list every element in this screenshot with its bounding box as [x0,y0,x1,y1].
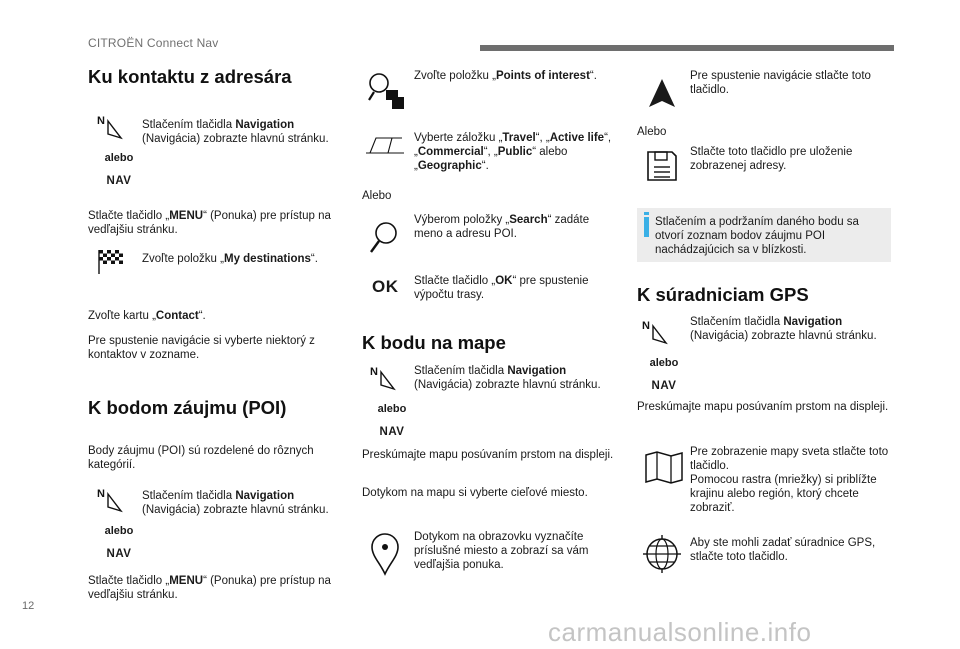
info-box [637,208,891,262]
nav-alebo-label: alebo [104,152,134,164]
text-c3-s1: Pre spustenie navigácie stlačte toto tlačidlo. [690,70,871,96]
nav-alebo-label: alebo [377,403,407,415]
info-bar [644,217,649,237]
text-c1-s2: Zvoľte položku „My destinations“. [142,253,318,265]
navigation-start-icon [648,78,676,108]
nav-n-letter: N [642,320,650,332]
text-c2-s6: Dotykom na obrazovku vyznačíte príslušné miesto a zobrazí sa vám vedľajšia ponuka. [414,531,589,571]
text-c1-s3: Stlačením tlačidla Navigation (Navigácia) zobrazte hlavnú stránku. [142,490,329,516]
world-map-icon [644,450,684,484]
text-c1-p4: Body záujmu (POI) sú rozdelené do rôznych kategórií. [88,445,314,471]
nav-arrow-icon [368,362,416,398]
nav-alebo-label: alebo [649,357,679,369]
save-address-icon [645,149,679,183]
text-c2-p2: Dotykom na mapu si vyberte cieľové miesto. [362,487,588,499]
text-c1-p5: Stlačte tlačidlo „MENU“ (Ponuka) pre prístup na vedľajšiu stránku. [88,575,331,601]
text-c2-s2: Vyberte záložku „Travel“, „Active life“, „Commercial“, „Public“ alebo „Geographic“. [414,132,612,172]
text-c3-alebo: Alebo [637,126,667,138]
section-title-poi: K bodom záujmu (POI) [88,397,287,418]
nav-n-letter: N [370,366,378,378]
text-c2-alebo: Alebo [362,190,392,202]
text-c1-p1: Stlačte tlačidlo „MENU“ (Ponuka) pre prístup na vedľajšiu stránku. [88,210,331,236]
section-title-contacts: Ku kontaktu z adresára [88,66,292,87]
document-header-title: CITROËN Connect Nav [88,36,219,50]
nav-button-icon-4 [640,316,688,392]
nav-n-letter: N [97,115,105,127]
nav-arrow-icon [640,316,688,352]
nav-alebo-label: alebo [104,525,134,537]
section-title-gps: K súradniciam GPS [637,284,809,305]
nav-button-icon [95,111,143,187]
text-c3-p1: Preskúmajte mapu posúvaním prstom na displeji. [637,401,889,413]
ok-icon: OK [372,277,399,296]
tab-selector-icon [364,134,406,156]
text-c3-s2: Stlačte toto tlačidlo pre uloženie zobrazenej adresy. [690,146,853,172]
text-c3-s5: Aby ste mohli zadať súradnice GPS, stlačte toto tlačidlo. [690,537,876,563]
page-number: 12 [22,600,35,612]
text-c2-s5: Stlačením tlačidla Navigation (Navigácia) zobrazte hlavnú stránku. [414,365,601,391]
section-title-map-point: K bodu na mape [362,332,506,353]
nav-label: NAV [651,380,677,392]
search-icon [368,219,402,255]
header-bar [480,45,894,51]
text-c1-p2: Zvoľte kartu „Contact“. [88,310,206,322]
nav-button-icon-3 [368,362,416,438]
nav-button-icon-2 [95,484,143,560]
text-c3-s3: Stlačením tlačidla Navigation (Navigácia) zobrazte hlavnú stránku. [690,316,877,342]
nav-arrow-icon [95,111,143,147]
poi-search-icon [366,70,406,112]
gps-globe-icon [642,534,682,574]
text-c2-s3: Výberom položky „Search“ zadáte meno a adresu POI. [414,214,590,240]
nav-label: NAV [106,175,132,187]
text-c3-s4: Pre zobrazenie mapy sveta stlačte toto tlačidlo. Pomocou rastra (mriežky) si priblížte krajinu alebo región, ktorý chcete zobraziť. [690,446,889,514]
text-c2-s4: Stlačte tlačidlo „OK“ pre spustenie výpočtu trasy. [414,275,589,301]
watermark: carmanualsonline.info [548,617,812,647]
map-pin-icon [368,531,402,577]
text-c1-s1: Stlačením tlačidla Navigation (Navigácia) zobrazte hlavnú stránku. [142,119,329,145]
nav-label: NAV [106,548,132,560]
checkered-flag-icon [95,246,125,276]
text-c2-s1: Zvoľte položku „Points of interest“. [414,70,597,82]
text-c2-p1: Preskúmajte mapu posúvaním prstom na displeji. [362,449,614,461]
nav-arrow-icon [95,484,143,520]
info-text: Stlačením a podržaním daného bodu sa otvorí zoznam bodov záujmu POI nachádzajúcich sa v blízkosti. [655,216,859,256]
nav-label: NAV [379,426,405,438]
nav-n-letter: N [97,488,105,500]
text-c1-p3: Pre spustenie navigácie si vyberte niektorý z kontaktov v zozname. [88,335,315,361]
info-icon [644,212,649,215]
